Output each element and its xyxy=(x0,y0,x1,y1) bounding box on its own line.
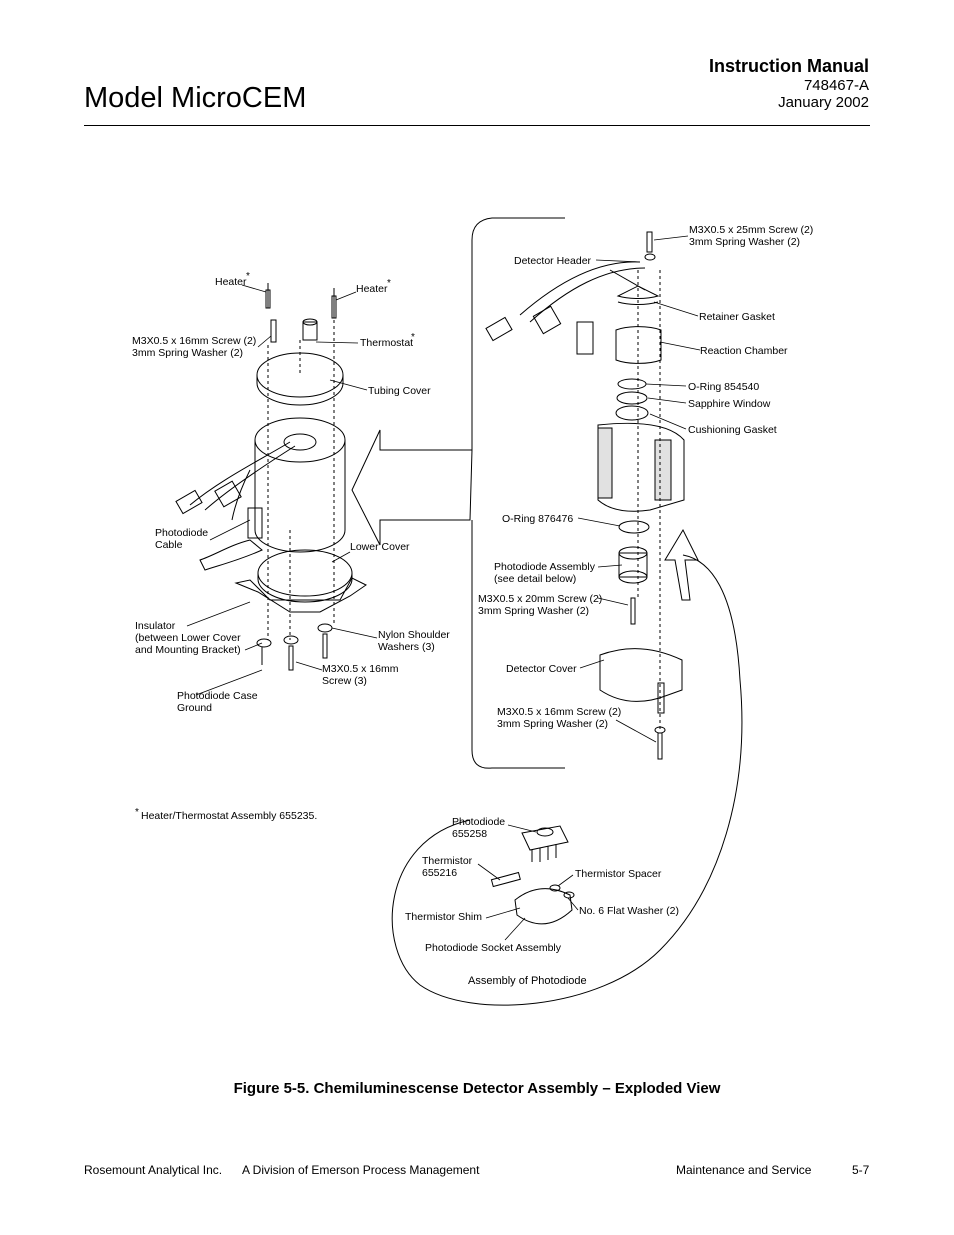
doc-number: 748467-A xyxy=(803,77,869,94)
label-screw-16-a: M3X0.5 x 16mm Screw (2) 3mm Spring Washer (2) xyxy=(132,335,257,359)
footer-company: Rosemount Analytical Inc. xyxy=(84,1163,223,1177)
label-socket-assembly: Photodiode Socket Assembly xyxy=(425,942,561,954)
label-assembly-of-photodiode: Assembly of Photodiode xyxy=(468,975,587,987)
label-heater-2: Heater xyxy=(356,283,388,295)
label-oring-876476: O-Ring 876476 xyxy=(502,513,574,525)
label-thermistor-spacer: Thermistor Spacer xyxy=(575,868,662,880)
label-photodiode: Photodiode 655258 xyxy=(452,816,506,840)
label-lower-cover: Lower Cover xyxy=(350,541,410,553)
footer-division: A Division of Emerson Process Management xyxy=(242,1163,480,1177)
label-sapphire-window: Sapphire Window xyxy=(688,398,771,410)
doc-date: January 2002 xyxy=(778,94,869,111)
label-screw-16-c: M3X0.5 x 16mm Screw (2) 3mm Spring Washer (2) xyxy=(497,706,622,730)
label-heater-1: Heater xyxy=(215,276,247,288)
label-detector-cover: Detector Cover xyxy=(506,663,577,675)
label-photodiode-assembly: Photodiode Assembly (see detail below) xyxy=(494,561,595,585)
asterisk-3: * xyxy=(411,332,415,343)
manual-label: Instruction Manual xyxy=(708,56,869,76)
label-photodiode-cable: Photodiode Cable xyxy=(155,527,209,551)
label-insulator: Insulator (between Lower Cover and Mounting Bracket) xyxy=(135,620,241,656)
label-oring-854540: O-Ring 854540 xyxy=(688,381,760,393)
label-flat-washer: No. 6 Flat Washer (2) xyxy=(579,905,679,917)
asterisk-1: * xyxy=(246,271,250,282)
label-case-ground: Photodiode Case Ground xyxy=(177,690,258,714)
label-thermistor-shim: Thermistor Shim xyxy=(405,911,483,923)
label-screw-16-b: M3X0.5 x 16mm Screw (3) xyxy=(322,663,399,687)
label-cushioning-gasket: Cushioning Gasket xyxy=(688,424,777,436)
footer-page-number: 5-7 xyxy=(852,1163,870,1177)
label-retainer-gasket: Retainer Gasket xyxy=(699,311,775,323)
figure-caption: Figure 5-5. Chemiluminescense Detector Assembly – Exploded View xyxy=(233,1080,721,1097)
label-footnote: Heater/Thermostat Assembly 655235. xyxy=(141,810,318,822)
label-detector-header: Detector Header xyxy=(514,255,592,267)
asterisk-2: * xyxy=(387,278,391,289)
label-nylon-washers: Nylon Shoulder Washers (3) xyxy=(378,629,450,653)
label-screw-20: M3X0.5 x 20mm Screw (2) 3mm Spring Washer (2) xyxy=(478,593,603,617)
label-thermistor: Thermistor 655216 xyxy=(422,855,473,879)
label-reaction-chamber: Reaction Chamber xyxy=(700,345,788,357)
document-title: Model MicroCEM xyxy=(84,82,307,114)
asterisk-footnote: * xyxy=(135,807,139,818)
label-screw-25: M3X0.5 x 25mm Screw (2) 3mm Spring Washer (2) xyxy=(689,224,814,248)
label-tubing-cover: Tubing Cover xyxy=(368,385,431,397)
label-thermostat: Thermostat xyxy=(360,337,414,349)
footer-section: Maintenance and Service xyxy=(676,1163,812,1177)
